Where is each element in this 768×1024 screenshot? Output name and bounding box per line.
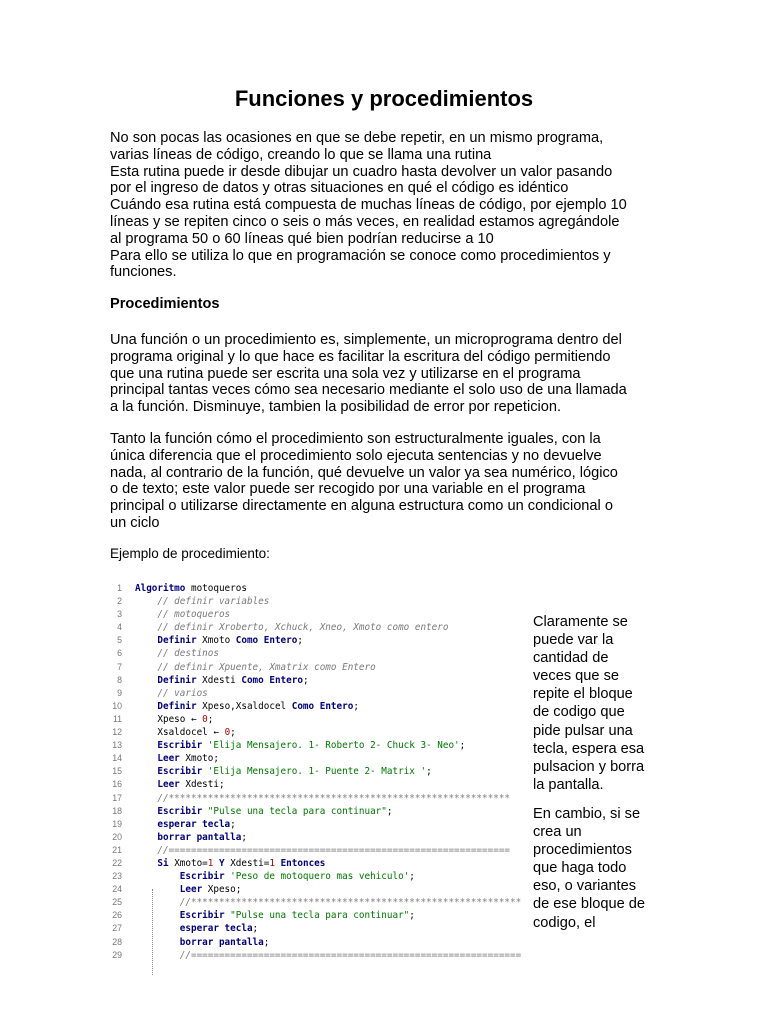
code-token: ;	[302, 674, 309, 686]
code-token: ;	[207, 713, 214, 725]
code-token: Xpeso;	[202, 884, 242, 896]
code-text	[135, 621, 448, 634]
code-line	[108, 700, 528, 713]
code-line	[108, 870, 528, 883]
text-line: programa original y lo que hace es facilitar la escritura del código permitiendo	[110, 348, 611, 365]
code-text	[135, 909, 415, 922]
side-note-1	[533, 613, 658, 794]
side-text-line: eso, o variantes	[533, 878, 637, 895]
line-number: 24	[112, 884, 122, 895]
code-text	[135, 752, 219, 765]
code-line	[108, 805, 528, 818]
code-line	[108, 778, 528, 791]
code-text	[135, 595, 269, 608]
text-line: un ciclo	[110, 514, 160, 531]
line-number: 23	[112, 871, 122, 882]
code-token: Xmoto;	[179, 753, 219, 765]
code-text	[135, 582, 247, 595]
side-text-line: de codigo que	[533, 704, 625, 721]
line-number: 10	[112, 700, 122, 711]
indent-guide	[152, 889, 153, 975]
line-number: 15	[112, 766, 122, 777]
code-token: //***********************************************************	[135, 897, 522, 909]
code-token: Leer	[135, 753, 180, 765]
code-token: ;	[297, 635, 303, 647]
text-line: única diferencia que el procedimiento solo ejecuta sentencias y no devuelve	[110, 447, 602, 464]
text-line: o de texto; este valor puede ser recogido por una variable en el programa	[110, 481, 586, 498]
text-line: por el ingreso de datos y otras situaciones en qué el código es idéntico	[110, 180, 569, 197]
code-token: Xpeso ←	[135, 713, 203, 725]
text-line: al programa 50 o 60 líneas qué bien podrían reducirse a 10	[110, 230, 494, 247]
line-number: 13	[112, 740, 122, 751]
text-line: varias líneas de código, creando lo que se llama una rutina	[110, 146, 492, 163]
code-token: // definir variables	[135, 596, 270, 608]
code-token: Y	[213, 857, 231, 869]
code-line	[108, 857, 528, 870]
code-text	[135, 870, 415, 883]
code-token: Si	[135, 857, 169, 869]
example-label: Ejemplo de procedimiento:	[110, 546, 270, 561]
line-number: 25	[112, 897, 122, 908]
side-text-line: cantidad de	[533, 650, 609, 667]
side-text-line: pulsacion y borra	[533, 758, 645, 775]
code-text	[135, 922, 258, 935]
code-token: Leer	[135, 884, 203, 896]
text-line: nada, al contrario de la función, qué devuelve un valor ya sea numérico, lógico	[110, 464, 618, 481]
code-text	[135, 674, 309, 687]
code-token: //===========================================================	[135, 949, 522, 961]
line-number: 1	[117, 583, 122, 593]
code-line	[108, 647, 528, 660]
code-token: // definir Xroberto, Xchuck, Xneo, Xmoto como entero	[135, 622, 449, 634]
code-token: esperar tecla	[135, 923, 253, 935]
code-line	[108, 922, 528, 935]
code-token: Xdesti=	[230, 857, 270, 869]
paragraph-comparison	[110, 431, 658, 532]
code-token: esperar tecla	[135, 818, 231, 830]
line-number: 29	[112, 949, 122, 960]
code-line	[108, 739, 528, 752]
code-token: 0	[224, 727, 231, 739]
code-text	[135, 792, 510, 805]
line-number: 18	[112, 805, 122, 816]
line-number: 19	[112, 818, 122, 829]
code-line	[108, 752, 528, 765]
line-number: 9	[117, 687, 122, 698]
side-text-line: repite el bloque	[533, 686, 633, 703]
code-token: ;	[230, 818, 236, 830]
line-number: 17	[112, 792, 122, 803]
code-text	[135, 647, 219, 660]
line-number: 6	[117, 648, 122, 659]
code-line	[108, 687, 528, 700]
code-token: Como Entero	[235, 635, 298, 647]
code-token: "Pulse una tecla para continuar"	[224, 910, 410, 922]
line-number: 21	[112, 844, 122, 855]
code-token: Algoritmo	[135, 583, 186, 594]
code-text	[135, 608, 230, 621]
text-line: funciones.	[110, 264, 177, 281]
line-number: 28	[112, 936, 122, 947]
code-token: //=============================================================	[135, 844, 511, 856]
line-number: 26	[112, 910, 122, 921]
code-token: // destinos	[135, 648, 219, 660]
side-text-line: pide pulsar una	[533, 722, 633, 739]
text-line: No son pocas las ocasiones en que se debe repetir, en un mismo programa,	[110, 130, 604, 146]
code-token: Xpeso,Xsaldocel	[196, 700, 292, 712]
code-text	[135, 778, 225, 791]
code-text	[135, 805, 393, 818]
code-text	[135, 896, 521, 909]
side-text-line: puede var la	[533, 632, 614, 649]
code-token: Leer	[135, 779, 180, 791]
side-text-line: veces que se	[533, 668, 619, 685]
side-text-line: codigo, el	[533, 914, 596, 931]
code-text	[135, 883, 241, 896]
code-token: // definir Xpuente, Xmatrix como Entero	[135, 661, 376, 673]
line-number: 2	[117, 596, 122, 607]
code-token: Como Entero	[241, 674, 303, 686]
code-line	[108, 883, 528, 896]
code-text	[135, 661, 376, 674]
intro-paragraph	[110, 130, 658, 281]
text-line: principal o utilizarse directamente en alguna estructura como un condicional o	[110, 498, 613, 515]
side-text-line: En cambio, si se	[533, 806, 641, 822]
side-text-line: Claramente se	[533, 614, 628, 630]
code-token: Xmoto=	[168, 857, 208, 869]
code-line	[108, 792, 528, 805]
code-token: ;	[426, 766, 432, 778]
code-line	[108, 582, 528, 595]
line-number: 4	[117, 622, 122, 633]
code-line	[108, 674, 528, 687]
code-token: Escribir	[135, 910, 225, 922]
code-token: ;	[353, 700, 359, 712]
code-text	[135, 713, 213, 726]
code-token: Escribir	[135, 766, 203, 778]
code-line	[108, 909, 528, 922]
code-token: ;	[409, 910, 415, 922]
code-text	[135, 634, 303, 647]
code-token: 1	[207, 857, 214, 869]
code-token: Entonces	[274, 857, 326, 869]
line-number: 20	[112, 831, 122, 842]
code-token: Xmoto	[196, 635, 236, 647]
code-text	[135, 831, 247, 844]
text-line: que una rutina puede ser escrita una sola vez y utilizarse en el programa	[110, 365, 581, 382]
code-line	[108, 595, 528, 608]
code-token: Definir	[135, 674, 197, 686]
code-line	[108, 844, 528, 857]
code-token: 1	[269, 857, 275, 869]
code-line	[108, 608, 528, 621]
code-line	[108, 831, 528, 844]
code-token: ;	[252, 923, 259, 935]
code-token: Como Entero	[291, 700, 354, 712]
code-token: ;	[459, 740, 466, 752]
side-text-line: procedimientos	[533, 842, 632, 859]
line-number: 12	[112, 727, 122, 738]
paragraph-definition	[110, 332, 658, 416]
code-token: //*************************************************************	[135, 792, 511, 804]
code-text	[135, 726, 236, 739]
code-token: ;	[241, 831, 247, 843]
code-token: Xdesti	[196, 674, 242, 686]
code-text	[135, 700, 359, 713]
code-line	[108, 818, 528, 831]
code-text	[135, 949, 521, 962]
side-text-line: que haga todo	[533, 860, 627, 877]
code-token: // motoqueros	[135, 609, 231, 621]
line-number: 14	[112, 753, 122, 764]
code-text	[135, 936, 269, 949]
side-text-line: tecla, espera esa	[533, 740, 645, 757]
side-text-line: de ese bloque de	[533, 896, 645, 913]
code-text	[135, 844, 510, 857]
code-token: Escribir	[135, 805, 203, 817]
code-token: 'Peso de motoquero mas vehiculo'	[224, 871, 410, 883]
code-text	[135, 739, 465, 752]
line-number: 16	[112, 779, 122, 790]
code-token: ;	[230, 727, 236, 739]
code-line	[108, 949, 528, 962]
code-token: "Pulse una tecla para continuar"	[202, 805, 387, 817]
code-line	[108, 661, 528, 674]
code-token: Xsaldocel ←	[135, 727, 225, 739]
code-token: ;	[386, 805, 393, 817]
line-number: 22	[112, 857, 122, 868]
text-line: Tanto la función cómo el procedimiento son estructuralmente iguales, con la	[110, 431, 601, 447]
code-token: // varios	[135, 687, 208, 699]
text-line: Cuándo esa rutina está compuesta de muchas líneas de código, por ejemplo 10	[110, 197, 627, 214]
section-heading: Procedimientos	[110, 296, 220, 312]
code-line	[108, 621, 528, 634]
code-token: Definir	[135, 700, 197, 712]
line-number: 5	[117, 635, 122, 646]
side-text-line: la pantalla.	[533, 776, 604, 793]
text-line: líneas y se repiten cinco o seis o más veces, en realidad estamos agregándole	[110, 213, 620, 230]
text-line: principal tantas veces cómo sea necesario mediante el solo uso de una llamada	[110, 382, 627, 399]
line-number: 3	[117, 609, 122, 620]
code-line	[108, 896, 528, 909]
code-line	[108, 936, 528, 949]
code-text	[135, 818, 236, 831]
line-number: 8	[117, 674, 122, 685]
side-note-2	[533, 805, 658, 932]
side-text-line: crea un	[533, 824, 582, 841]
text-line: Para ello se utiliza lo que en programación se conoce como procedimientos y	[110, 247, 611, 264]
page-title: Funciones y procedimientos	[234, 86, 534, 111]
code-token: ;	[263, 936, 270, 948]
code-token: Escribir	[135, 871, 225, 883]
code-text	[135, 765, 432, 778]
code-token: ;	[409, 871, 415, 883]
code-token: 'Elija Mensajero. 1- Puente 2- Matrix '	[202, 766, 427, 778]
code-token: 0	[202, 713, 208, 725]
code-line	[108, 634, 528, 647]
code-token: borrar pantalla	[135, 831, 242, 843]
code-token: Escribir	[135, 740, 203, 752]
code-token: motoqueros	[185, 583, 247, 594]
code-token: 'Elija Mensajero. 1- Roberto 2- Chuck 3- Neo'	[202, 740, 460, 752]
code-token: borrar pantalla	[135, 936, 264, 948]
code-line	[108, 765, 528, 778]
line-number: 11	[112, 713, 122, 724]
code-line	[108, 726, 528, 739]
line-number: 7	[117, 661, 122, 672]
line-number: 27	[112, 923, 122, 934]
code-token: Definir	[135, 635, 197, 647]
text-line: Esta rutina puede ir desde dibujar un cuadro hasta devolver un valor pasando	[110, 163, 613, 180]
code-token: Xdesti;	[179, 779, 225, 791]
code-line	[108, 713, 528, 726]
code-example	[108, 582, 528, 962]
text-line: Una función o un procedimiento es, simplemente, un microprograma dentro del	[110, 332, 622, 348]
code-text	[135, 857, 325, 870]
code-text	[135, 687, 208, 700]
text-line: a la función. Disminuye, tambien la posibilidad de error por repeticion.	[110, 399, 562, 416]
